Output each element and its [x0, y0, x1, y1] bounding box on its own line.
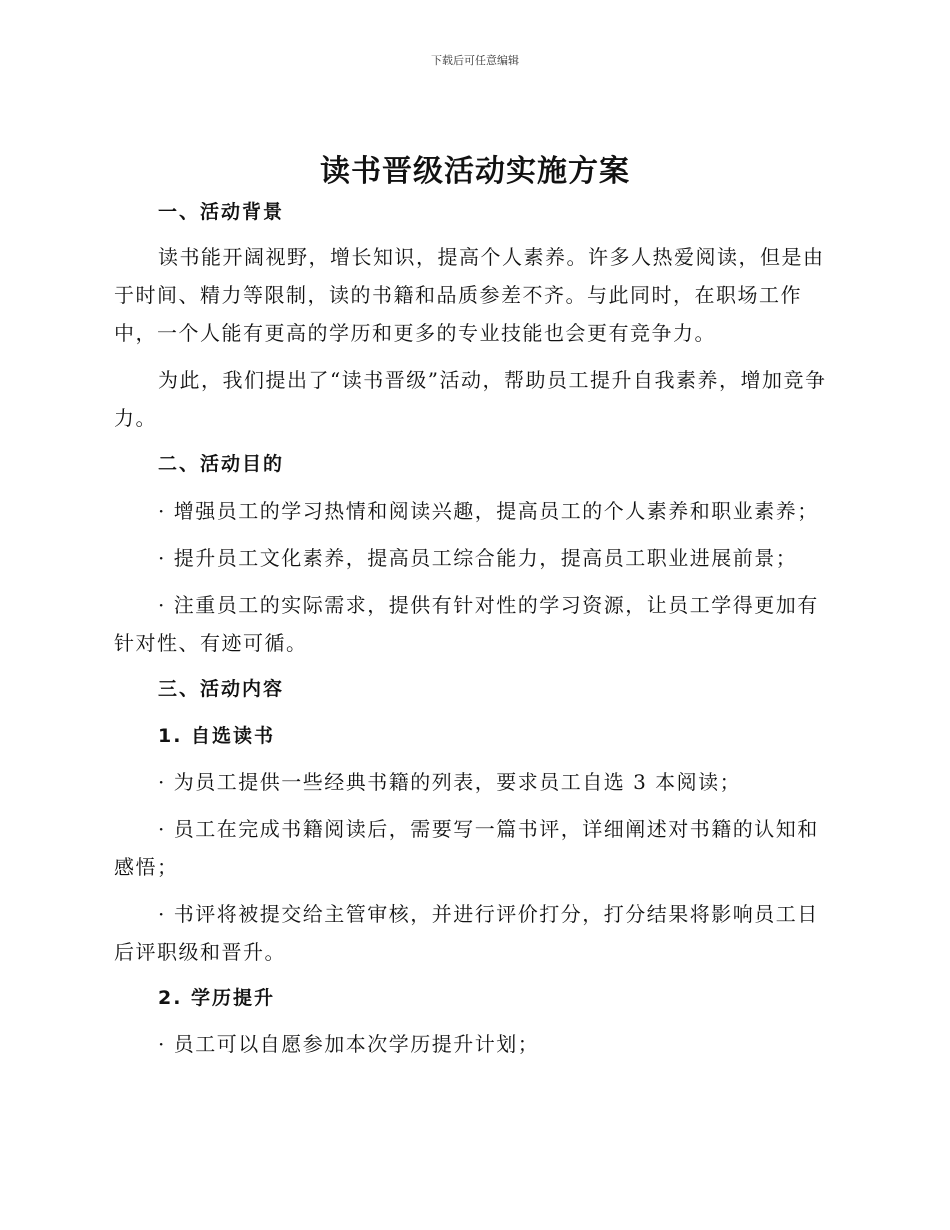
self-reading-item-2: · 员工在完成书籍阅读后，需要写一篇书评，详细阐述对书籍的认知和感悟； — [114, 817, 819, 879]
purpose-item-2: · 提升员工文化素养，提高员工综合能力，提高员工职业进展前景； — [158, 546, 798, 570]
subsection-heading-education: 2. 学历提升 — [158, 987, 276, 1009]
background-paragraph-1: 读书能开阔视野，增长知识，提高个人素养。许多人热爱阅读，但是由于时间、精力等限制，读的书籍和品质参差不齐。与此同时，在职场工作中，一个人能有更高的学历和更多的专业技能也会更有竞争力。 — [114, 245, 825, 345]
education-item-1: · 员工可以自愿参加本次学历提升计划； — [158, 1032, 540, 1056]
section-heading-background: 一、活动背景 — [158, 201, 285, 223]
header-note: 下载后可任意编辑 — [431, 54, 519, 67]
section-heading-content: 三、活动内容 — [158, 678, 285, 700]
self-reading-item-1: · 为员工提供一些经典书籍的列表，要求员工自选 3 本阅读； — [158, 770, 742, 794]
subsection-heading-self-reading: 1. 自选读书 — [158, 725, 276, 747]
background-paragraph-2: 为此，我们提出了“读书晋级”活动，帮助员工提升自我素养，增加竞争力。 — [114, 368, 827, 430]
self-reading-item-3: · 书评将被提交给主管审核，并进行评价打分，打分结果将影响员工日后评职级和晋升。 — [114, 902, 819, 964]
page-title: 读书晋级活动实施方案 — [320, 154, 630, 189]
purpose-item-3: · 注重员工的实际需求，提供有针对性的学习资源，让员工学得更加有针对性、有迹可循。 — [114, 593, 819, 655]
purpose-item-1: · 增强员工的学习热情和阅读兴趣，提高员工的个人素养和职业素养； — [158, 499, 819, 523]
section-heading-purpose: 二、活动目的 — [158, 453, 285, 475]
